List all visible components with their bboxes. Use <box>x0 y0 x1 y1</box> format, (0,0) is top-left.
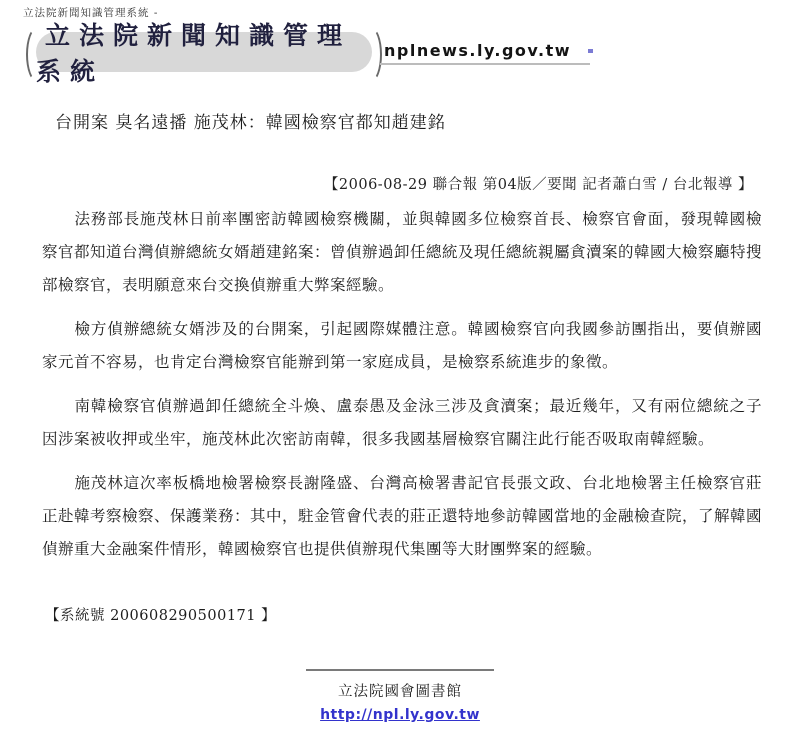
site-domain-label: nplnews.ly.gov.tw <box>384 41 572 60</box>
footer-top-divider <box>306 669 494 671</box>
banner-title: 立法院新聞知識管理系統 <box>36 32 372 72</box>
article-paragraph: 南韓檢察官偵辦過卸任總統全斗煥、盧泰愚及金泳三涉及貪瀆案；最近幾年，又有兩位總統之子因涉案被收押或坐牢，施茂林此次密訪南韓，很多我國基層檢察官關注此行能否吸取南韓經驗。 <box>42 397 762 448</box>
article-body <box>42 203 762 566</box>
banner-right-paren-decoration <box>360 27 382 82</box>
window-title: 立法院新聞知識管理系統 - <box>23 7 159 19</box>
article-paragraph: 施茂林這次率板橋地檢署檢察長謝隆盛、台灣高檢署書記官長張文政、台北地檢署主任檢察官莊正赴韓考察檢察、保護業務：其中，駐金管會代表的莊正還特地參訪韓國當地的金融檢查院，了解韓國偵辦重大金融案件情形，韓國檢察官也提供偵辦現代集團等大財團弊案的經驗。 <box>42 474 763 558</box>
article-byline: 【2006-08-29 聯合報 第04版／要聞 記者蕭白雪 / 台北報導 】 <box>323 177 753 193</box>
article-headline: 台開案 臭名遠播 施茂林：韓國檢察官都知趙建銘 <box>55 113 446 133</box>
page-footer <box>0 669 800 732</box>
article-paragraph: 法務部長施茂林日前率團密訪韓國檢察機關，並與韓國多位檢察首長、檢察官會面，發現韓國檢察官都知道台灣偵辦總統女婿趙建銘案：曾偵辦過卸任總統及現任總統親屬貪瀆案的韓國大檢察廳特搜部檢察官，表明願意來台交換偵辦重大弊案經驗。 <box>42 210 763 294</box>
footer-library-name: 立法院國會圖書館 <box>338 684 462 700</box>
blue-marker-decoration <box>588 49 593 53</box>
system-number: 【系統號 200608290500171 】 <box>45 608 277 624</box>
page-header <box>0 0 800 96</box>
footer-library-link[interactable]: http://npl.ly.gov.tw <box>320 707 480 723</box>
article-paragraph: 檢方偵辦總統女婿涉及的台開案，引起國際媒體注意。韓國檢察官向我國參訪團指出，要偵辦國家元首不容易，也肯定台灣檢察官能辦到第一家庭成員，是檢察系統進步的象徵。 <box>42 320 762 371</box>
domain-underline-divider <box>380 63 590 65</box>
